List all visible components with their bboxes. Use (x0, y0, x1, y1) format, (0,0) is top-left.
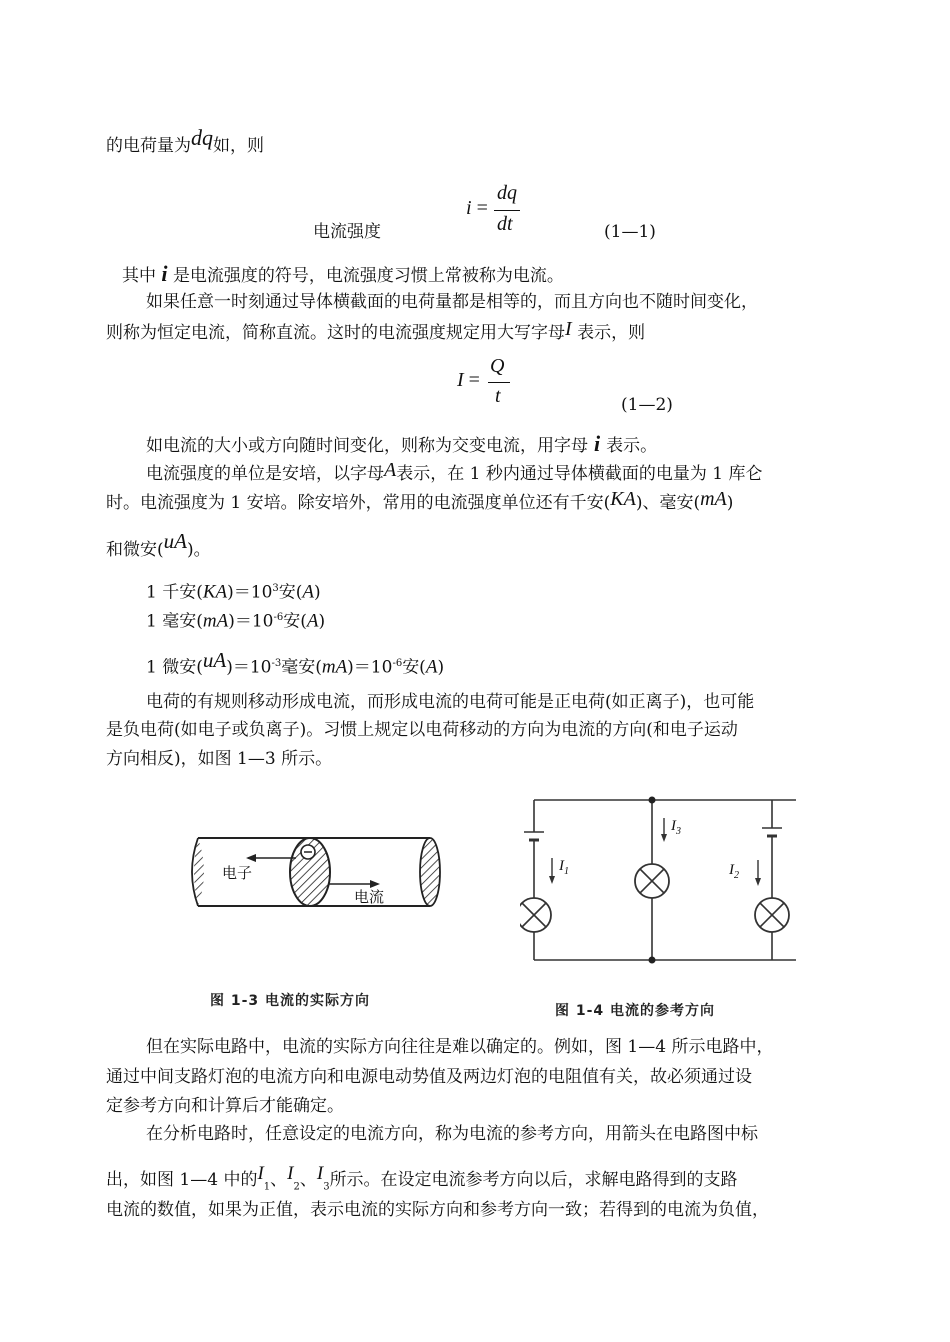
para-dc-line2: 则称为恒定电流，简称直流。这时的电流强度规定用大写字母I 表示，则 (106, 318, 646, 343)
unit-row-ka: 1 千安$(KA)=10^3$安(A) (146, 581, 321, 603)
eq2-fraction-bar (488, 382, 510, 383)
para-ac: 如电流的大小或方向随时间变化，则称为交变电流，用字母 i 表示。 (146, 431, 658, 456)
eq2-number: (1—2) (621, 395, 673, 415)
label-i2: $I_2$ (729, 862, 739, 881)
para-unit-line2: 时。电流强度为 1 安培。除安培外，常用的电流强度单位还有千安(KA)、毫安(mA) (106, 488, 734, 513)
para-direction-line1: 电荷的有规则移动形成电流，而形成电流的电荷可能是正电荷(如正离子)，也可能 (146, 692, 755, 712)
figure-1-3-caption: 图 1-3 电流的实际方向 (210, 993, 371, 1009)
eq2-lhs: I = (457, 369, 480, 391)
figure-1-4-caption: 图 1-4 电流的参考方向 (555, 1003, 716, 1019)
eq1-fraction-bar (494, 210, 520, 211)
unit-row-ua: 1 微安$(uA)=10^{-3}$毫安$(mA)=10^{-6}$安(A) (146, 647, 445, 678)
unit-row-ma: 1 毫安$(mA)=10^{-6}$安(A) (146, 610, 326, 632)
para-dc-line1: 如果任意一时刻通过导体横截面的电荷量都是相等的，而且方向也不随时间变化， (146, 292, 758, 312)
eq1-numerator: dq (497, 182, 517, 204)
para-direction-line3: 方向相反)，如图 1—3 所示。 (106, 749, 333, 769)
eq1-number: (1—1) (604, 222, 656, 242)
para-actual-line2: 通过中间支路灯泡的电流方向和电源电动势值及两边灯泡的电阻值有关，故必须通过设 (106, 1067, 752, 1087)
para-reference-line1: 在分析电路时，任意设定的电流方向，称为电流的参考方向，用箭头在电路图中标 (146, 1124, 758, 1144)
label-i1: $I_1$ (559, 858, 569, 877)
figure-1-3-conductor (180, 820, 450, 930)
para-direction-line2: 是负电荷(如电子或负离子)。习惯上规定以电荷移动的方向为电流的方向(和电子运动 (106, 720, 738, 740)
eq1-denominator: dt (497, 213, 513, 235)
label-current: 电流 (354, 888, 385, 906)
para-unit-line3: 和微安(uA)。 (106, 529, 211, 560)
para-actual-line1: 但在实际电路中，电流的实际方向往往是难以确定的。例如，图 1—4 所示电路中， (146, 1037, 774, 1057)
eq2-numerator: Q (490, 355, 505, 377)
para-reference-line3: 电流的数值，如果为正值，表示电流的实际方向和参考方向一致；若得到的电流为负值， (106, 1200, 769, 1220)
para-reference-line2: 出，如图 1—4 中的$I_1$、$I_2$、$I_3$所示。在设定电流参考方向以后，求解电路得到的支路 (106, 1163, 738, 1193)
para-symbol-i: 其中 i 是电流强度的符号，电流强度习惯上常被称为电流。 (122, 261, 564, 286)
para-actual-line3: 定参考方向和计算后才能确定。 (106, 1096, 344, 1116)
eq1-label: 电流强度 (313, 222, 381, 242)
eq2-denominator: t (495, 385, 501, 407)
label-electron: 电子 (222, 864, 253, 882)
para-unit-line1: 电流强度的单位是安培，以字母A表示，在 1 秒内通过导体横截面的电量为 1 库仑 (146, 459, 763, 484)
para-charge-amount: 的电荷量为dq如，则 (106, 125, 264, 156)
figure-1-4-circuit (520, 790, 810, 970)
eq1-lhs: i = (466, 197, 488, 219)
label-i3: $I_3$ (671, 818, 681, 837)
